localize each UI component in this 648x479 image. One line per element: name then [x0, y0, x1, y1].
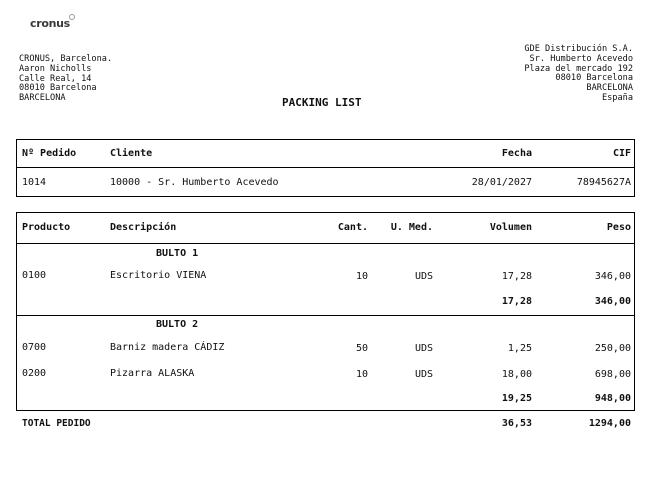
- line-weight: 346,00: [594, 271, 631, 282]
- package-subtotal-weight: 346,00: [594, 296, 631, 307]
- date-header: Fecha: [501, 148, 532, 159]
- recipient-line: Sr. Humberto Acevedo: [529, 53, 633, 64]
- logo-mark-icon: [69, 14, 75, 20]
- line-qty: 50: [355, 343, 368, 354]
- company-logo: [30, 17, 70, 30]
- package-subtotal-weight: 948,00: [594, 393, 631, 404]
- header-divider: [17, 167, 634, 168]
- line-qty: 10: [355, 369, 368, 380]
- sender-line: Aaron Nicholls: [19, 63, 92, 74]
- total-label: TOTAL PEDIDO: [22, 418, 91, 429]
- line-volume: 1,25: [507, 343, 532, 354]
- date-value: 28/01/2027: [471, 177, 532, 188]
- sender-address: [19, 55, 112, 104]
- sender-line: Calle Real, 14: [19, 73, 92, 84]
- line-uom: UDS: [414, 343, 433, 354]
- total-volume: 36,53: [501, 418, 532, 429]
- order-header-table: [16, 139, 635, 197]
- recipient-address: [524, 45, 633, 104]
- package-label: BULTO 2: [156, 319, 199, 330]
- recipient-line: Plaza del mercado 192: [524, 63, 633, 74]
- description-header: Descripción: [110, 222, 177, 233]
- sender-line: 08010 Barcelona: [19, 83, 97, 94]
- order-number-header: Nº Pedido: [22, 148, 77, 159]
- line-qty: 10: [355, 271, 368, 282]
- package-subtotal-volume: 17,28: [501, 296, 532, 307]
- items-header-divider: [17, 243, 634, 244]
- cif-header: CIF: [612, 148, 631, 159]
- qty-header: Cant.: [337, 222, 368, 233]
- line-product: 0200: [22, 368, 47, 379]
- client-value: 10000 - Sr. Humberto Acevedo: [110, 177, 279, 188]
- recipient-line: GDE Distribución S.A.: [524, 44, 633, 54]
- weight-header: Peso: [606, 222, 631, 233]
- product-header: Producto: [22, 222, 71, 233]
- items-table: [16, 212, 635, 411]
- recipient-line: BARCELONA: [586, 83, 633, 94]
- document-title: PACKING LIST: [282, 96, 362, 109]
- recipient-line: España: [601, 92, 633, 103]
- line-product: 0700: [22, 342, 47, 353]
- total-weight: 1294,00: [588, 418, 631, 429]
- cif-value: 78945627A: [576, 177, 631, 188]
- line-volume: 18,00: [501, 369, 532, 380]
- recipient-line: 08010 Barcelona: [555, 73, 633, 84]
- client-header: Cliente: [110, 148, 153, 159]
- logo-text: cronus: [30, 17, 70, 30]
- line-description: Pizarra ALASKA: [110, 368, 195, 379]
- line-description: Escritorio VIENA: [110, 270, 207, 281]
- order-number-value: 1014: [22, 177, 47, 188]
- uom-header: U. Med.: [390, 222, 433, 233]
- line-weight: 250,00: [594, 343, 631, 354]
- line-uom: UDS: [414, 271, 433, 282]
- package-subtotal-volume: 19,25: [501, 393, 532, 404]
- line-description: Barniz madera CÁDIZ: [110, 342, 225, 353]
- line-product: 0100: [22, 270, 47, 281]
- volume-header: Volumen: [489, 222, 532, 233]
- package-divider: [17, 315, 634, 316]
- line-uom: UDS: [414, 369, 433, 380]
- package-label: BULTO 1: [156, 248, 199, 259]
- line-weight: 698,00: [594, 369, 631, 380]
- line-volume: 17,28: [501, 271, 532, 282]
- sender-line: BARCELONA: [19, 93, 66, 104]
- sender-line: CRONUS, Barcelona.: [19, 54, 113, 64]
